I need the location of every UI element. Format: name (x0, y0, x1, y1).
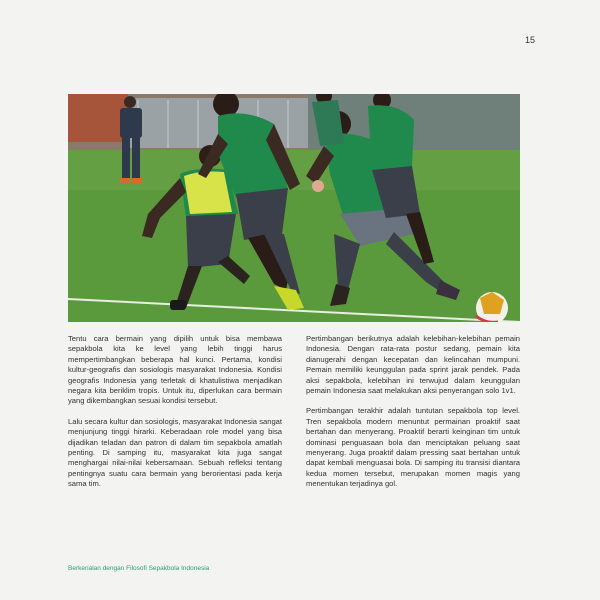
right-column (306, 334, 520, 500)
paragraph: Lalu secara kultur dan sosiologis, masyarakat Indonesia sangat menjunjung tinggi hirarki. Keberadaan role model yang bisa dijadikan teladan dan patron di dalam tim sepakbola amatlah penting. Di samping itu, masyarakat kita juga sangat menghargai nilai-nilai kebersamaan. Sebuah refleksi tentang pentingnya suatu cara bermain yang berorientasi pada kerja sama tim. (68, 416, 282, 489)
page-number: 15 (524, 35, 535, 45)
paragraph: Tentu cara bermain yang dipilih untuk bisa membawa sepakbola kita ke level yang lebih tinggi harus mempertimbangkan beberapa hal kunci. Pertama, kondisi kultur-geografis dan sosiologis masyarakat Indonesia. Kondisi geografis Indonesia yang terletak di khatulistiwa menjadikan negara kita beriklim tropis. Untuk itu, diperlukan cara bermain yang dikembangkan sesuai kondisi tersebut. (68, 334, 282, 406)
left-column (68, 334, 282, 500)
football-training-photo (68, 94, 520, 322)
paragraph: Pertimbangan berikutnya adalah kelebihan-kelebihan pemain Indonesia. Dengan rata-rata postur sedang, pemain kita dianugerahi dengan kecepatan dan kelincahan mumpuni. Pemain memiliki keunggulan pada sprint jarak pendek. Pada aksi sepakbola, kelebihan ini terwujud dalam keunggulan pemain Indonesia saat melakukan aksi penyerangan solo 1v1. (306, 334, 520, 396)
background-wall (68, 94, 128, 142)
photo-illustration (68, 94, 520, 322)
footer-title: Berkenalan dengan Filosofi Sepakbola Indonesia (68, 565, 210, 572)
paragraph: Pertimbangan terakhir adalah tuntutan sepakbola top level. Tren sepakbola modern menuntut permainan proaktif saat bertahan dan menyerang. Proaktif berarti keinginan tim untuk dominasi penguasaan bola dan menciptakan peluang saat menyerang. Juga proaktif dalam pressing saat bertahan untuk dapat kembali menguasai bola. Di samping itu transisi diantara kedua momen tersebut, merupakan momen magis yang menentukan terjadinya gol. (306, 406, 520, 489)
